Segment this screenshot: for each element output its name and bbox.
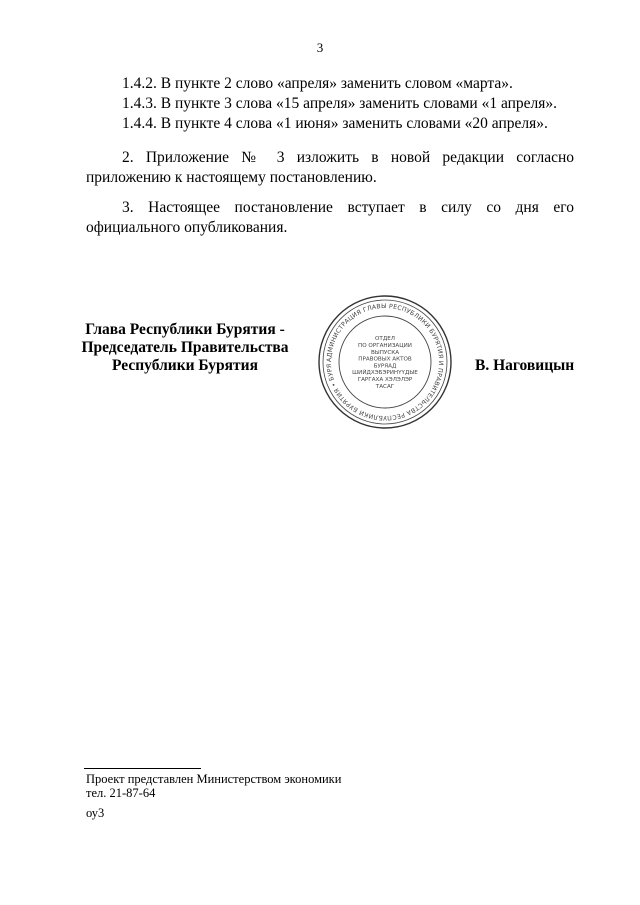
seal-center-line: БУРЯАД	[373, 363, 397, 370]
seal-center-line: ПО ОРГАНИЗАЦИИ	[358, 343, 412, 349]
item-1-4-3: 1.4.3. В пункте 3 слова «15 апреля» заменить словами «1 апреля».	[122, 95, 558, 112]
item-1-4-2: 1.4.2. В пункте 2 слово «апреля» заменить словом «марта».	[122, 75, 513, 92]
official-seal	[317, 294, 453, 430]
paragraph-3: 3. Настоящее постановление вступает в силу со дня его официального опубликования.	[86, 199, 574, 236]
signatory-title-line: Председатель Правительства	[81, 339, 289, 356]
item-1-4-4: 1.4.4. В пункте 4 слова «1 июня» заменить словами «20 апреля».	[122, 115, 548, 132]
seal-center-line: ОТДЕЛ	[375, 336, 395, 343]
page-number: 3	[316, 40, 324, 55]
seal-center-line: ШИЙДХЭБЭРИНҮҮДЫЕ	[352, 370, 418, 377]
paragraph-2: 2. Приложение № 3 изложить в новой редакции согласно приложению к настоящему постановлению.	[86, 149, 574, 186]
seal-center-line: ТАСАГ	[375, 383, 395, 390]
footnote-executor-code: оу3	[86, 806, 105, 820]
seal-center-line: ГАРГАХА ХЭЛЭЛЭР	[357, 377, 413, 383]
footnote-divider	[84, 768, 201, 769]
signatory-name: В. Наговицын	[475, 357, 575, 374]
footnote-phone: тел. 21-87-64	[86, 786, 156, 800]
signatory-title-line: Глава Республики Бурятия -	[85, 321, 285, 338]
seal-center-line: ПРАВОВЫХ АКТОВ	[358, 356, 412, 363]
signatory-title	[60, 321, 310, 375]
seal-graphic	[317, 294, 453, 430]
seal-center-line: ВЫПУСКА	[370, 349, 400, 356]
footnote-prepared-by: Проект представлен Министерством экономики	[86, 772, 342, 786]
svg-text:АДМИНИСТРАЦИЯ ГЛАВЫ РЕСПУБЛИКИ: АДМИНИСТРАЦИЯ ГЛАВЫ РЕСПУБЛИКИ БУРЯТИЯ И ПРАВИТЕЛЬСТВА РЕСПУБЛИКИ БУРЯТИЯ • БУРЯ	[325, 302, 445, 422]
signatory-title-line: Республики Бурятия	[112, 357, 258, 374]
